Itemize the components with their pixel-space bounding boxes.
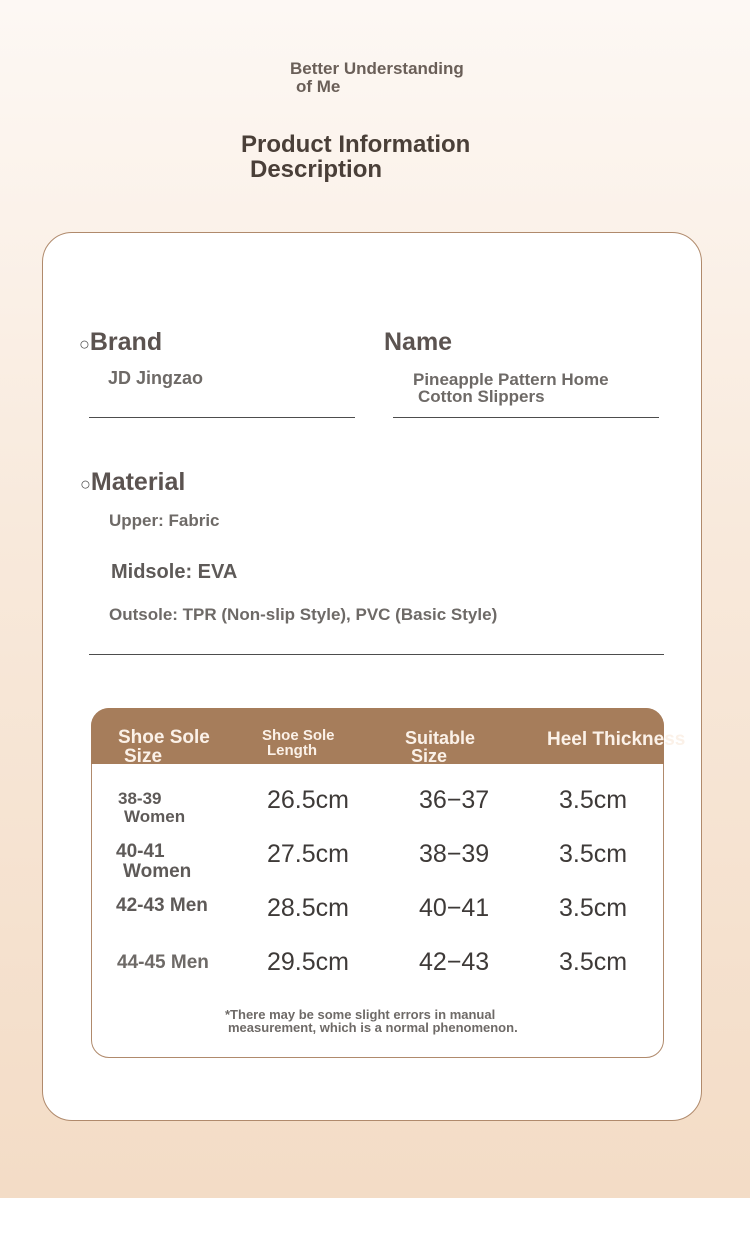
table-row-4-size: 44-45 Men [117, 952, 209, 973]
page-title [241, 132, 541, 182]
table-row-1-length: 26.5cm [267, 786, 349, 814]
brand-label: ○Brand [79, 328, 163, 356]
name-value [413, 371, 609, 405]
table-row-4-length: 29.5cm [267, 948, 349, 976]
bullet-icon: ○ [79, 334, 90, 354]
header-shoe-sole-length: Shoe Sole Length [262, 727, 335, 759]
measurement-note: *There may be some slight errors in manual measurement, which is a normal phenomenon. [225, 1007, 518, 1035]
size-table [91, 708, 686, 1058]
table-row-2-suitable: 38−39 [419, 840, 490, 868]
table-row-4-heel: 3.5cm [559, 948, 628, 976]
brand-value: JD Jingzao [108, 368, 204, 388]
page-subtitle [290, 60, 530, 96]
table-row-1-heel: 3.5cm [559, 786, 628, 814]
subtitle-line-1: Better Understanding [290, 59, 464, 78]
table-row-1-suitable: 36−37 [419, 786, 490, 814]
table-row-4-suitable: 42−43 [419, 948, 490, 976]
table-row-3-length: 28.5cm [267, 894, 349, 922]
table-row-3-suitable: 40−41 [419, 894, 490, 922]
name-divider [393, 417, 659, 418]
header-suitable-size: Suitable Size [405, 728, 476, 766]
name-value-line-2: Cotton Slippers [418, 387, 545, 406]
table-row-3-heel: 3.5cm [559, 894, 628, 922]
table-row-2-heel: 3.5cm [559, 840, 628, 868]
name-label: Name [384, 328, 453, 356]
header-heel-thickness: Heel Thickness [547, 729, 686, 750]
material-upper: Upper: Fabric [109, 511, 220, 530]
brand-divider [89, 417, 355, 418]
material-midsole: Midsole: EVA [111, 561, 238, 583]
title-line-2: Description [250, 156, 383, 183]
material-label: ○Material [80, 468, 186, 496]
title-line-1: Product Information [241, 131, 471, 158]
table-row-3-size: 42-43 Men [116, 895, 208, 916]
bullet-icon: ○ [80, 474, 91, 494]
table-row-1-size: 38-39 Women [118, 789, 186, 826]
table-row-2-length: 27.5cm [267, 840, 349, 868]
header-shoe-sole-size: Shoe Sole Size [118, 727, 210, 767]
table-row-2-size: 40-41 Women [116, 841, 192, 882]
name-value-line-1: Pineapple Pattern Home [413, 370, 609, 389]
size-table-header [91, 708, 686, 767]
material-outsole: Outsole: TPR (Non-slip Style), PVC (Basic Style) [109, 605, 498, 624]
material-divider [89, 654, 664, 655]
subtitle-line-2: of Me [296, 77, 341, 96]
